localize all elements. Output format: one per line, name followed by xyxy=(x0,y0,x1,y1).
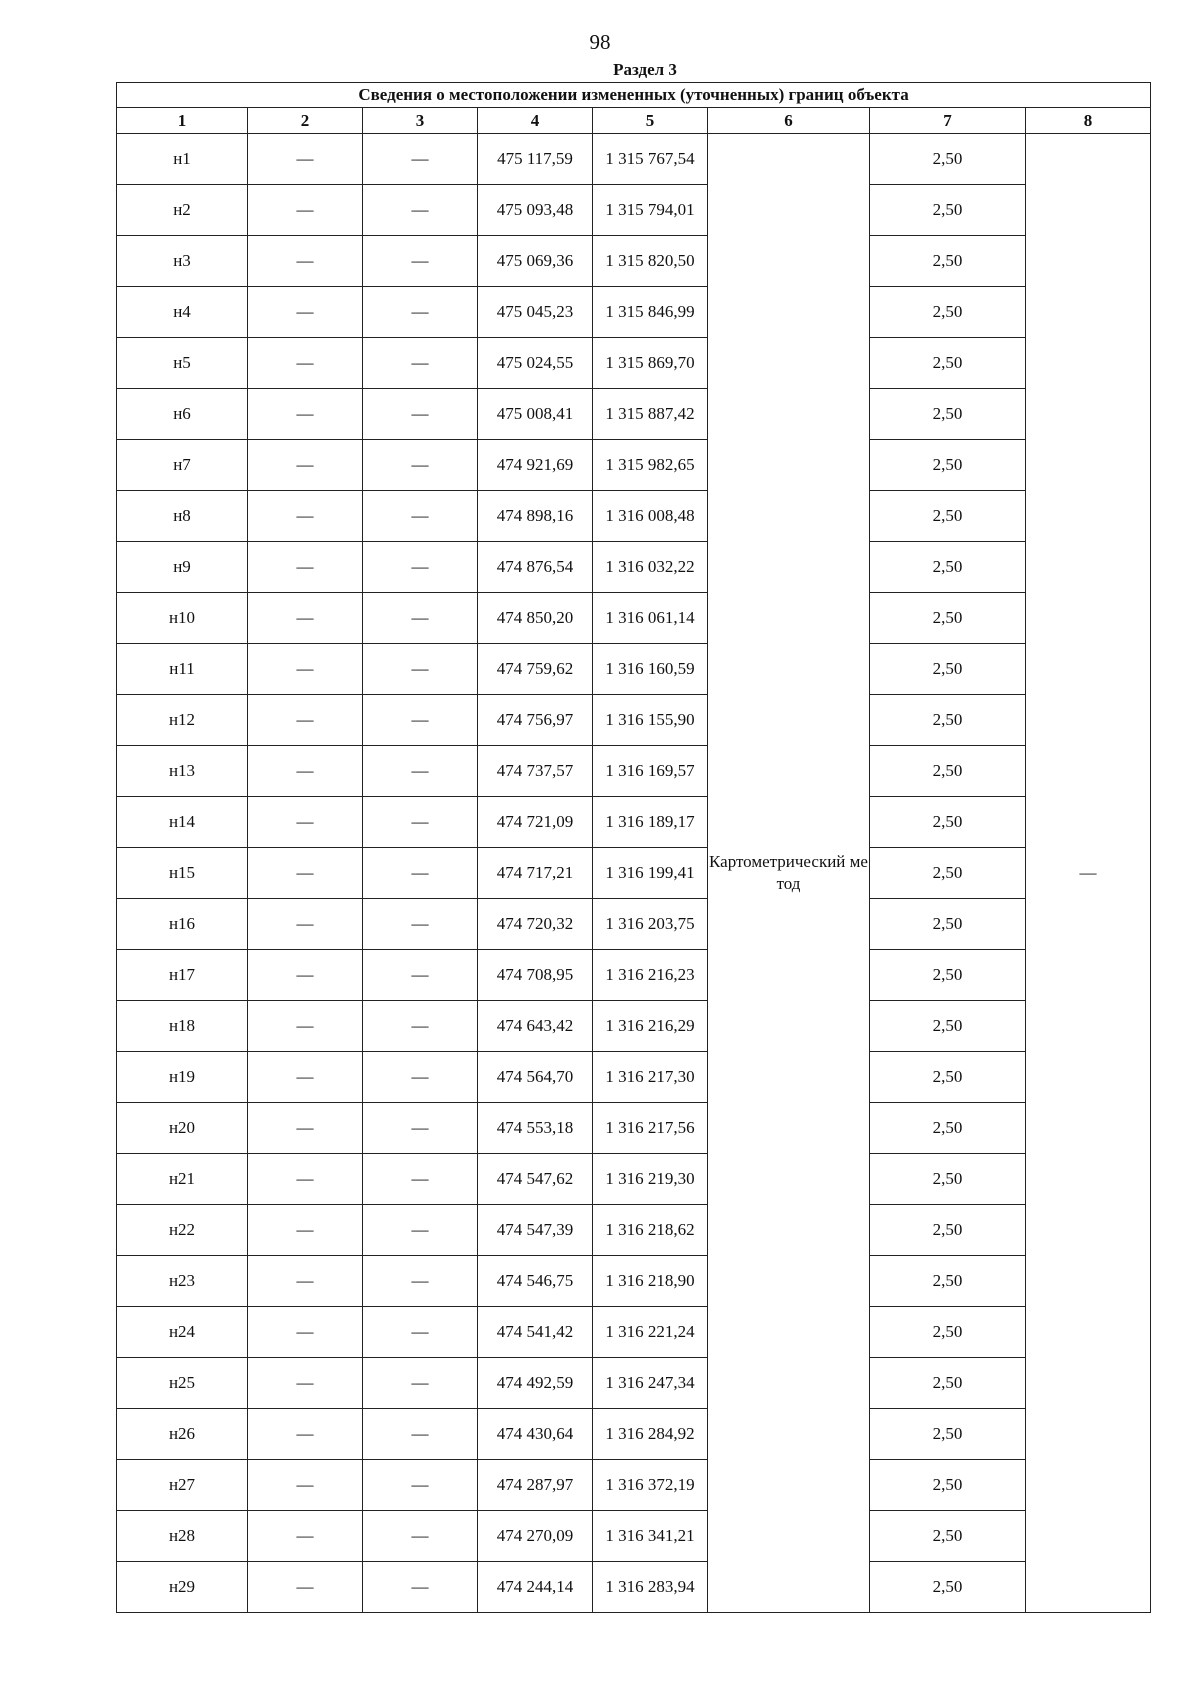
point-label-cell: н4 xyxy=(117,287,248,338)
x-coordinate-cell: 474 270,09 xyxy=(478,1511,593,1562)
table-row xyxy=(117,593,1151,644)
column-2-cell: — xyxy=(248,440,363,491)
column-3-cell: — xyxy=(363,338,478,389)
x-coordinate-cell: 475 069,36 xyxy=(478,236,593,287)
accuracy-cell: 2,50 xyxy=(870,185,1026,236)
x-coordinate-cell: 474 244,14 xyxy=(478,1562,593,1613)
table-row xyxy=(117,1358,1151,1409)
x-coordinate-cell: 474 547,39 xyxy=(478,1205,593,1256)
column-3-cell: — xyxy=(363,389,478,440)
x-coordinate-cell: 475 045,23 xyxy=(478,287,593,338)
column-2-cell: — xyxy=(248,695,363,746)
point-label-cell: н17 xyxy=(117,950,248,1001)
column-2-cell: — xyxy=(248,1562,363,1613)
column-2-cell: — xyxy=(248,899,363,950)
y-coordinate-cell: 1 316 203,75 xyxy=(593,899,708,950)
column-3-cell: — xyxy=(363,1205,478,1256)
y-coordinate-cell: 1 316 061,14 xyxy=(593,593,708,644)
x-coordinate-cell: 475 008,41 xyxy=(478,389,593,440)
point-label-cell: н14 xyxy=(117,797,248,848)
point-label-cell: н26 xyxy=(117,1409,248,1460)
y-coordinate-cell: 1 316 247,34 xyxy=(593,1358,708,1409)
x-coordinate-cell: 474 541,42 xyxy=(478,1307,593,1358)
accuracy-cell: 2,50 xyxy=(870,1103,1026,1154)
y-coordinate-cell: 1 316 008,48 xyxy=(593,491,708,542)
y-coordinate-cell: 1 316 032,22 xyxy=(593,542,708,593)
accuracy-cell: 2,50 xyxy=(870,134,1026,185)
column-3-cell: — xyxy=(363,185,478,236)
point-label-cell: н10 xyxy=(117,593,248,644)
table-row xyxy=(117,950,1151,1001)
point-label-cell: н22 xyxy=(117,1205,248,1256)
accuracy-cell: 2,50 xyxy=(870,1307,1026,1358)
table-row xyxy=(117,287,1151,338)
x-coordinate-cell: 474 287,97 xyxy=(478,1460,593,1511)
table-row xyxy=(117,746,1151,797)
table-row xyxy=(117,338,1151,389)
x-coordinate-cell: 474 898,16 xyxy=(478,491,593,542)
column-header: 2 xyxy=(248,108,363,134)
column-3-cell: — xyxy=(363,1409,478,1460)
column-3-cell: — xyxy=(363,1562,478,1613)
x-coordinate-cell: 474 708,95 xyxy=(478,950,593,1001)
accuracy-cell: 2,50 xyxy=(870,950,1026,1001)
accuracy-cell: 2,50 xyxy=(870,440,1026,491)
column-3-cell: — xyxy=(363,644,478,695)
y-coordinate-cell: 1 316 284,92 xyxy=(593,1409,708,1460)
column-header: 5 xyxy=(593,108,708,134)
y-coordinate-cell: 1 316 199,41 xyxy=(593,848,708,899)
table-row xyxy=(117,185,1151,236)
column-2-cell: — xyxy=(248,644,363,695)
x-coordinate-cell: 474 721,09 xyxy=(478,797,593,848)
point-label-cell: н27 xyxy=(117,1460,248,1511)
y-coordinate-cell: 1 316 283,94 xyxy=(593,1562,708,1613)
x-coordinate-cell: 474 546,75 xyxy=(478,1256,593,1307)
table-row xyxy=(117,389,1151,440)
table-row xyxy=(117,797,1151,848)
y-coordinate-cell: 1 315 767,54 xyxy=(593,134,708,185)
accuracy-cell: 2,50 xyxy=(870,287,1026,338)
accuracy-cell: 2,50 xyxy=(870,236,1026,287)
accuracy-cell: 2,50 xyxy=(870,1460,1026,1511)
column-3-cell: — xyxy=(363,848,478,899)
x-coordinate-cell: 474 492,59 xyxy=(478,1358,593,1409)
point-label-cell: н25 xyxy=(117,1358,248,1409)
method-cell: Картометрический метод xyxy=(708,134,870,1613)
accuracy-cell: 2,50 xyxy=(870,338,1026,389)
column-2-cell: — xyxy=(248,848,363,899)
table-row xyxy=(117,1205,1151,1256)
y-coordinate-cell: 1 315 869,70 xyxy=(593,338,708,389)
section-title: Раздел 3 xyxy=(613,60,677,79)
column-3-cell: — xyxy=(363,1052,478,1103)
y-coordinate-cell: 1 316 160,59 xyxy=(593,644,708,695)
y-coordinate-cell: 1 316 218,62 xyxy=(593,1205,708,1256)
x-coordinate-cell: 474 564,70 xyxy=(478,1052,593,1103)
boundary-coordinates-table xyxy=(116,82,1151,1613)
point-label-cell: н12 xyxy=(117,695,248,746)
column-3-cell: — xyxy=(363,593,478,644)
column-2-cell: — xyxy=(248,1307,363,1358)
point-label-cell: н28 xyxy=(117,1511,248,1562)
point-label-cell: н5 xyxy=(117,338,248,389)
column-2-cell: — xyxy=(248,338,363,389)
point-label-cell: н29 xyxy=(117,1562,248,1613)
table-row xyxy=(117,848,1151,899)
y-coordinate-cell: 1 315 846,99 xyxy=(593,287,708,338)
point-label-cell: н15 xyxy=(117,848,248,899)
table-row xyxy=(117,1307,1151,1358)
column-header: 8 xyxy=(1026,108,1151,134)
accuracy-cell: 2,50 xyxy=(870,848,1026,899)
column-2-cell: — xyxy=(248,287,363,338)
column-3-cell: — xyxy=(363,950,478,1001)
column-3-cell: — xyxy=(363,899,478,950)
page-number: 98 xyxy=(589,30,611,54)
table-row xyxy=(117,1256,1151,1307)
x-coordinate-cell: 474 553,18 xyxy=(478,1103,593,1154)
column-3-cell: — xyxy=(363,440,478,491)
point-label-cell: н8 xyxy=(117,491,248,542)
table-row xyxy=(117,236,1151,287)
column-2-cell: — xyxy=(248,1205,363,1256)
column-3-cell: — xyxy=(363,1511,478,1562)
accuracy-cell: 2,50 xyxy=(870,542,1026,593)
column-3-cell: — xyxy=(363,236,478,287)
table-row xyxy=(117,134,1151,185)
accuracy-cell: 2,50 xyxy=(870,695,1026,746)
column-2-cell: — xyxy=(248,236,363,287)
y-coordinate-cell: 1 316 216,23 xyxy=(593,950,708,1001)
y-coordinate-cell: 1 315 820,50 xyxy=(593,236,708,287)
column-2-cell: — xyxy=(248,746,363,797)
column-2-cell: — xyxy=(248,1256,363,1307)
column-2-cell: — xyxy=(248,1358,363,1409)
column-3-cell: — xyxy=(363,1001,478,1052)
column-header: 3 xyxy=(363,108,478,134)
point-label-cell: н2 xyxy=(117,185,248,236)
y-coordinate-cell: 1 315 887,42 xyxy=(593,389,708,440)
column-header: 1 xyxy=(117,108,248,134)
point-label-cell: н16 xyxy=(117,899,248,950)
column-3-cell: — xyxy=(363,746,478,797)
y-coordinate-cell: 1 316 217,30 xyxy=(593,1052,708,1103)
point-label-cell: н6 xyxy=(117,389,248,440)
point-label-cell: н13 xyxy=(117,746,248,797)
column-3-cell: — xyxy=(363,1256,478,1307)
column-8-cell: — xyxy=(1026,134,1151,1613)
column-3-cell: — xyxy=(363,134,478,185)
table-row xyxy=(117,491,1151,542)
column-3-cell: — xyxy=(363,1307,478,1358)
x-coordinate-cell: 474 643,42 xyxy=(478,1001,593,1052)
point-label-cell: н20 xyxy=(117,1103,248,1154)
accuracy-cell: 2,50 xyxy=(870,1205,1026,1256)
y-coordinate-cell: 1 315 794,01 xyxy=(593,185,708,236)
y-coordinate-cell: 1 316 372,19 xyxy=(593,1460,708,1511)
y-coordinate-cell: 1 316 189,17 xyxy=(593,797,708,848)
point-label-cell: н18 xyxy=(117,1001,248,1052)
accuracy-cell: 2,50 xyxy=(870,593,1026,644)
table-row xyxy=(117,1052,1151,1103)
table-caption: Сведения о местоположении измененных (уточненных) границ объекта xyxy=(117,83,1151,108)
column-3-cell: — xyxy=(363,1154,478,1205)
y-coordinate-cell: 1 316 155,90 xyxy=(593,695,708,746)
table-row xyxy=(117,1409,1151,1460)
accuracy-cell: 2,50 xyxy=(870,899,1026,950)
column-2-cell: — xyxy=(248,1154,363,1205)
column-number-row xyxy=(117,108,1151,134)
x-coordinate-cell: 474 720,32 xyxy=(478,899,593,950)
x-coordinate-cell: 474 430,64 xyxy=(478,1409,593,1460)
accuracy-cell: 2,50 xyxy=(870,1052,1026,1103)
accuracy-cell: 2,50 xyxy=(870,1001,1026,1052)
accuracy-cell: 2,50 xyxy=(870,1511,1026,1562)
table-row xyxy=(117,1001,1151,1052)
column-2-cell: — xyxy=(248,1511,363,1562)
column-header: 6 xyxy=(708,108,870,134)
x-coordinate-cell: 474 717,21 xyxy=(478,848,593,899)
table-row xyxy=(117,1460,1151,1511)
table-row xyxy=(117,644,1151,695)
table-row xyxy=(117,695,1151,746)
column-2-cell: — xyxy=(248,389,363,440)
y-coordinate-cell: 1 316 341,21 xyxy=(593,1511,708,1562)
column-3-cell: — xyxy=(363,542,478,593)
y-coordinate-cell: 1 315 982,65 xyxy=(593,440,708,491)
y-coordinate-cell: 1 316 216,29 xyxy=(593,1001,708,1052)
accuracy-cell: 2,50 xyxy=(870,797,1026,848)
y-coordinate-cell: 1 316 221,24 xyxy=(593,1307,708,1358)
y-coordinate-cell: 1 316 219,30 xyxy=(593,1154,708,1205)
table-row xyxy=(117,1511,1151,1562)
x-coordinate-cell: 474 921,69 xyxy=(478,440,593,491)
column-3-cell: — xyxy=(363,1103,478,1154)
accuracy-cell: 2,50 xyxy=(870,1562,1026,1613)
x-coordinate-cell: 474 756,97 xyxy=(478,695,593,746)
table-row xyxy=(117,542,1151,593)
point-label-cell: н7 xyxy=(117,440,248,491)
table-row xyxy=(117,440,1151,491)
column-2-cell: — xyxy=(248,950,363,1001)
column-3-cell: — xyxy=(363,287,478,338)
column-2-cell: — xyxy=(248,1052,363,1103)
x-coordinate-cell: 474 759,62 xyxy=(478,644,593,695)
column-2-cell: — xyxy=(248,1001,363,1052)
accuracy-cell: 2,50 xyxy=(870,1256,1026,1307)
column-3-cell: — xyxy=(363,797,478,848)
column-3-cell: — xyxy=(363,491,478,542)
accuracy-cell: 2,50 xyxy=(870,644,1026,695)
column-2-cell: — xyxy=(248,491,363,542)
x-coordinate-cell: 475 117,59 xyxy=(478,134,593,185)
column-2-cell: — xyxy=(248,134,363,185)
table-row xyxy=(117,899,1151,950)
table-row xyxy=(117,1103,1151,1154)
column-2-cell: — xyxy=(248,1409,363,1460)
table-row xyxy=(117,1562,1151,1613)
point-label-cell: н1 xyxy=(117,134,248,185)
column-header: 4 xyxy=(478,108,593,134)
column-3-cell: — xyxy=(363,1358,478,1409)
y-coordinate-cell: 1 316 169,57 xyxy=(593,746,708,797)
point-label-cell: н19 xyxy=(117,1052,248,1103)
column-2-cell: — xyxy=(248,542,363,593)
point-label-cell: н9 xyxy=(117,542,248,593)
column-3-cell: — xyxy=(363,695,478,746)
point-label-cell: н24 xyxy=(117,1307,248,1358)
column-2-cell: — xyxy=(248,593,363,644)
accuracy-cell: 2,50 xyxy=(870,491,1026,542)
y-coordinate-cell: 1 316 217,56 xyxy=(593,1103,708,1154)
x-coordinate-cell: 474 547,62 xyxy=(478,1154,593,1205)
x-coordinate-cell: 475 093,48 xyxy=(478,185,593,236)
column-3-cell: — xyxy=(363,1460,478,1511)
accuracy-cell: 2,50 xyxy=(870,1409,1026,1460)
x-coordinate-cell: 474 850,20 xyxy=(478,593,593,644)
column-2-cell: — xyxy=(248,1460,363,1511)
point-label-cell: н11 xyxy=(117,644,248,695)
x-coordinate-cell: 475 024,55 xyxy=(478,338,593,389)
column-header: 7 xyxy=(870,108,1026,134)
column-2-cell: — xyxy=(248,185,363,236)
table-row xyxy=(117,1154,1151,1205)
column-2-cell: — xyxy=(248,1103,363,1154)
accuracy-cell: 2,50 xyxy=(870,1358,1026,1409)
accuracy-cell: 2,50 xyxy=(870,389,1026,440)
point-label-cell: н3 xyxy=(117,236,248,287)
point-label-cell: н21 xyxy=(117,1154,248,1205)
column-2-cell: — xyxy=(248,797,363,848)
x-coordinate-cell: 474 737,57 xyxy=(478,746,593,797)
accuracy-cell: 2,50 xyxy=(870,746,1026,797)
y-coordinate-cell: 1 316 218,90 xyxy=(593,1256,708,1307)
point-label-cell: н23 xyxy=(117,1256,248,1307)
accuracy-cell: 2,50 xyxy=(870,1154,1026,1205)
x-coordinate-cell: 474 876,54 xyxy=(478,542,593,593)
